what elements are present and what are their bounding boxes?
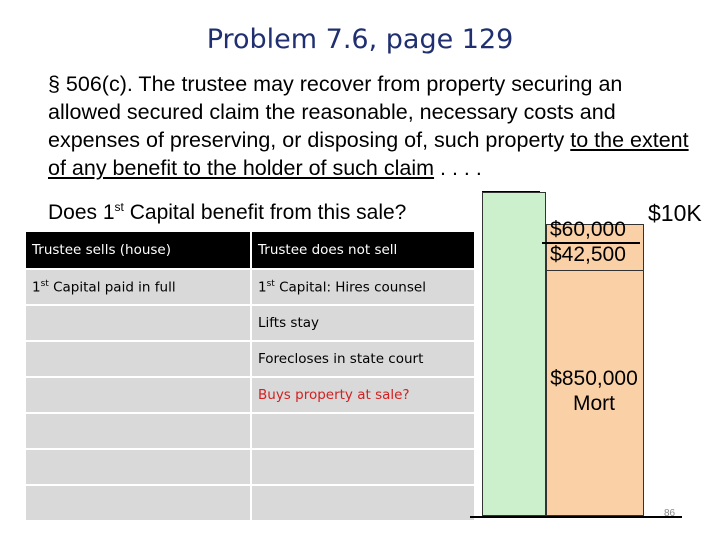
cell-paid-in-full: 1st Capital paid in full [25, 269, 251, 305]
property-value-bar [482, 192, 546, 516]
table-row [25, 377, 475, 413]
table-cell-empty [251, 449, 475, 485]
cell-lifts-stay: Lifts stay [251, 305, 475, 341]
table-cell-empty [25, 377, 251, 413]
page-number: 86 [664, 508, 676, 519]
question-pre: Does 1 [48, 201, 115, 224]
table-cell-empty [25, 305, 251, 341]
header-trustee-sells: Trustee sells (house) [25, 231, 251, 269]
table-row [25, 413, 475, 449]
cell-hires-counsel: 1st Capital: Hires counsel [251, 269, 475, 305]
cell-buys-property: Buys property at sale? [251, 377, 475, 413]
label-mort: Mort [573, 392, 615, 415]
label-10k: $10K [648, 200, 702, 226]
table-row [25, 485, 475, 521]
table-row [25, 341, 475, 377]
table-cell-empty [25, 449, 251, 485]
diagram-baseline [470, 516, 682, 518]
table-cell-empty [25, 485, 251, 521]
claims-divider [546, 270, 644, 271]
table-row [25, 269, 475, 305]
header-trustee-does-not-sell: Trustee does not sell [251, 231, 475, 269]
statute-ellipsis: . . . . [434, 156, 482, 180]
table-cell-empty [251, 413, 475, 449]
comparison-table [24, 230, 476, 522]
label-60000: $60,000 [550, 218, 626, 241]
label-850000: $850,000 [550, 367, 638, 390]
table-cell-empty [251, 485, 475, 521]
question-post: Capital benefit from this sale? [123, 201, 407, 224]
statute-underlined-text: to the extent of any benefit to the holder of such claim [48, 128, 689, 180]
table-cell-empty [25, 341, 251, 377]
table-header-row [25, 231, 475, 269]
label-mortgage [538, 366, 650, 416]
table-row [25, 449, 475, 485]
table-row [25, 305, 475, 341]
cell-forecloses: Forecloses in state court [251, 341, 475, 377]
label-42500: $42,500 [550, 243, 626, 266]
slide-title: Problem 7.6, page 129 [206, 24, 514, 55]
statute-text: § 506(c). The trustee may recover from property securing an allowed secured claim the reasonable, necessary costs and expenses of preserving, or disposing of, such property [48, 72, 623, 152]
statute-quote [48, 70, 698, 182]
question-heading [48, 200, 406, 225]
table-cell-empty [25, 413, 251, 449]
question-sup: st [114, 200, 124, 214]
